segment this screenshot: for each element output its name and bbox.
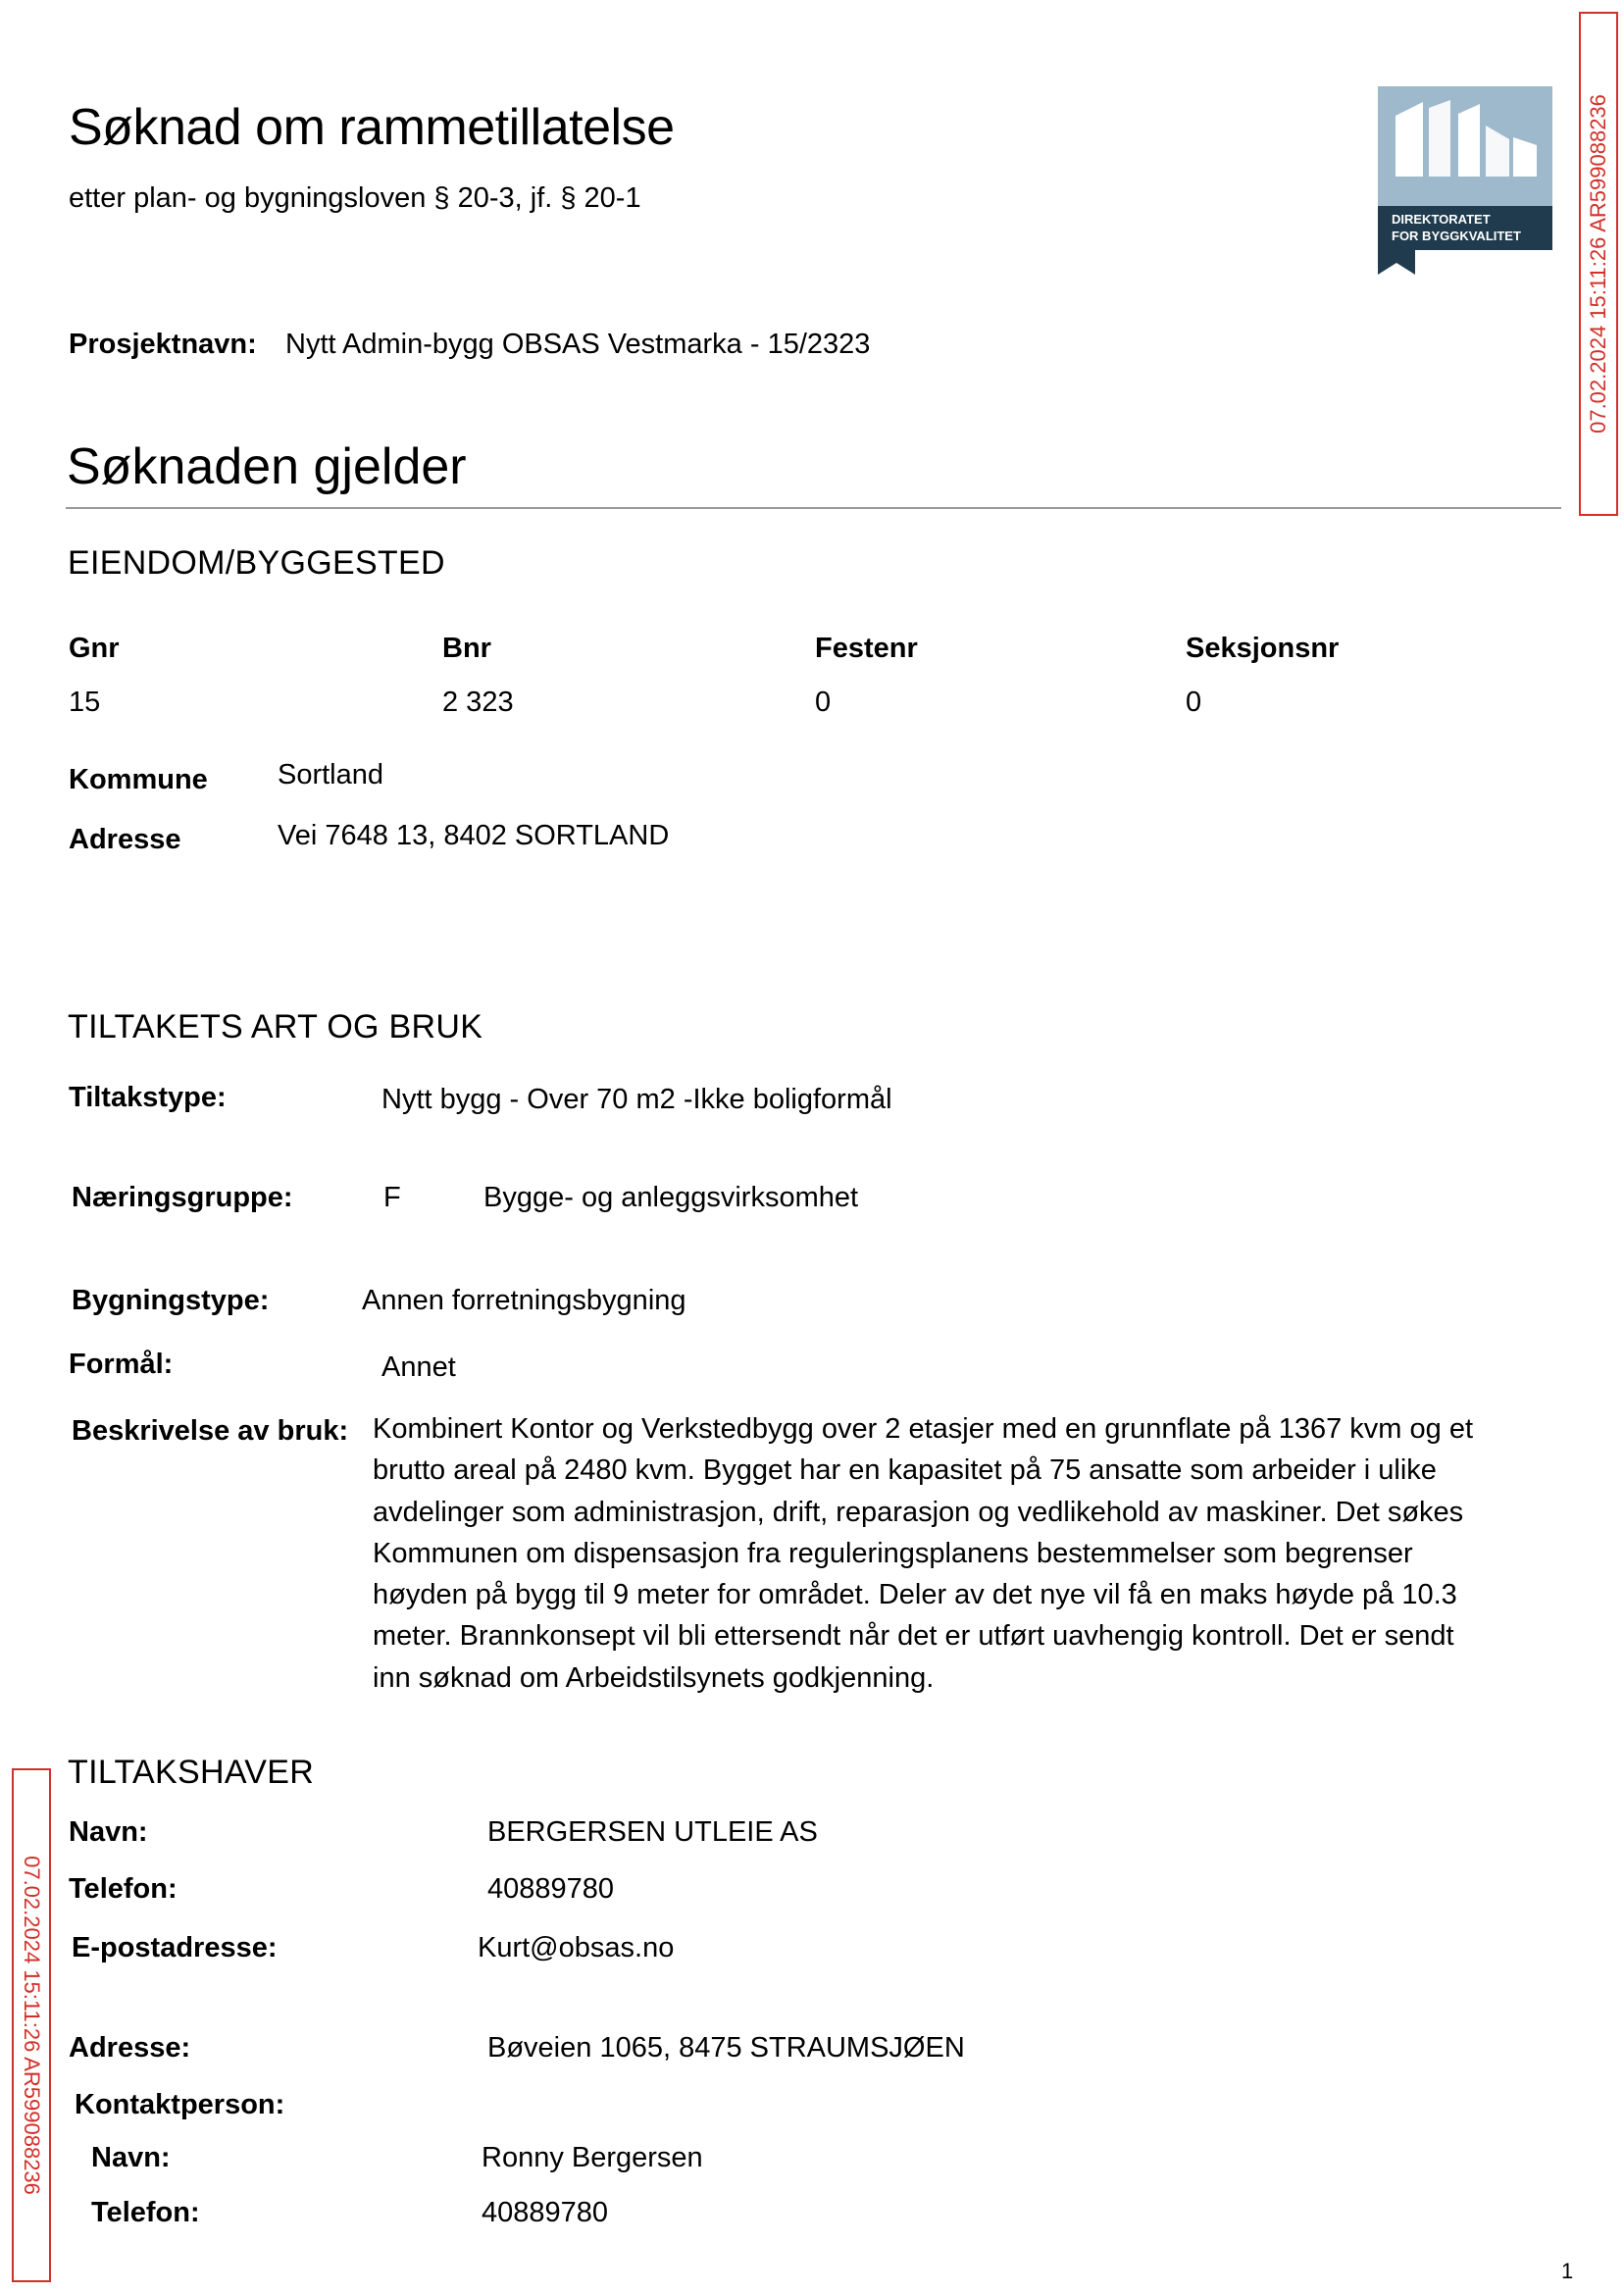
project-label: Prosjektnavn: [69, 329, 257, 360]
kontakt-navn-value: Ronny Bergersen [482, 2142, 703, 2173]
bygningstype-label: Bygningstype: [72, 1285, 270, 1316]
kontakt-telefon-label: Telefon: [91, 2197, 200, 2228]
project-value: Nytt Admin-bygg OBSAS Vestmarka - 15/2323 [285, 329, 871, 360]
kontaktperson-label: Kontaktperson: [75, 2089, 285, 2120]
logo-text-2: FOR BYGGKVALITET [1392, 229, 1521, 243]
adresse-value: Vei 7648 13, 8402 SORTLAND [278, 820, 670, 851]
column-bnr: Bnr [442, 633, 491, 664]
kommune-label: Kommune [69, 764, 208, 795]
tiltakstype-label: Tiltakstype: [69, 1082, 227, 1113]
timestamp-stamp-top [1579, 12, 1618, 516]
page-number: 1 [1561, 2259, 1574, 2283]
property-heading: EIENDOM/BYGGESTED [68, 544, 445, 582]
tiltakshaver-navn-label: Navn: [69, 1816, 148, 1848]
formal-label: Formål: [69, 1349, 174, 1380]
tiltakshaver-telefon-label: Telefon: [69, 1873, 178, 1905]
beskrivelse-label: Beskrivelse av bruk: [72, 1415, 349, 1447]
stamp-text: 07.02.2024 15:11:26 AR599088236 [1586, 94, 1610, 433]
tiltakstype-value: Nytt bygg - Over 70 m2 -Ikke boligformål [381, 1084, 892, 1115]
beskrivelse-line: Kombinert Kontor og Verkstedbygg over 2 etasjer med en grunnflate på 1367 kvm og et [373, 1413, 1474, 1445]
kontakt-navn-label: Navn: [91, 2142, 171, 2173]
timestamp-stamp-bottom [12, 1768, 51, 2282]
tiltakshaver-epost-label: E-postadresse: [72, 1932, 278, 1963]
beskrivelse-line: Kommunen om dispensasjon fra reguleringsplanens bestemmelser som begrenser [373, 1537, 1413, 1569]
logo-text-1: DIREKTORATET [1392, 212, 1491, 227]
document-subtitle: etter plan- og bygningsloven § 20-3, jf. § 20-1 [69, 182, 641, 214]
beskrivelse-line: meter. Brannkonsept vil bli ettersendt når det er utført uavhengig kontroll. Det er sendt [373, 1620, 1454, 1653]
beskrivelse-line: høyden på bygg til 9 meter for området. Deler av det nye vil få en maks høyde på 10.3 [373, 1579, 1457, 1611]
kontakt-telefon-value: 40889780 [482, 2197, 609, 2228]
document-title: Søknad om rammetillatelse [69, 99, 675, 156]
naeringsgruppe-code: F [383, 1182, 401, 1213]
naeringsgruppe-label: Næringsgruppe: [72, 1182, 293, 1213]
value-festenr: 0 [815, 687, 832, 718]
adresse-label: Adresse [69, 824, 181, 855]
dibk-logo-icon [1378, 86, 1552, 275]
column-seksjonsnr: Seksjonsnr [1186, 633, 1340, 664]
tiltakshaver-epost-value: Kurt@obsas.no [478, 1932, 675, 1963]
bygningstype-value: Annen forretningsbygning [362, 1285, 686, 1316]
tiltakshaver-navn-value: BERGERSEN UTLEIE AS [487, 1816, 818, 1848]
column-festenr: Festenr [815, 633, 918, 664]
tiltak-heading: TILTAKETS ART OG BRUK [68, 1008, 483, 1045]
beskrivelse-line: avdelinger som administrasjon, drift, reparasjon og vedlikehold av maskiner. Det søkes [373, 1496, 1464, 1528]
stamp-text: 07.02.2024 15:11:26 AR599088236 [20, 1856, 44, 2195]
column-gnr: Gnr [69, 633, 120, 664]
value-gnr: 15 [69, 687, 101, 718]
tiltakshaver-telefon-value: 40889780 [487, 1873, 615, 1905]
dibk-logo [1378, 86, 1552, 275]
beskrivelse-line: brutto areal på 2480 kvm. Bygget har en kapasitet på 75 ansatte som arbeider i ulike [373, 1454, 1437, 1487]
beskrivelse-line: inn søknad om Arbeidstilsynets godkjenning. [373, 1661, 935, 1694]
naeringsgruppe-value: Bygge- og anleggsvirksomhet [483, 1182, 859, 1213]
kommune-value: Sortland [278, 759, 384, 790]
value-seksjonsnr: 0 [1186, 687, 1202, 718]
value-bnr: 2 323 [442, 687, 514, 718]
tiltakshaver-heading: TILTAKSHAVER [68, 1754, 315, 1791]
section-title: Søknaden gjelder [67, 438, 467, 495]
formal-value: Annet [381, 1351, 456, 1383]
tiltakshaver-adresse-label: Adresse: [69, 2032, 191, 2064]
beskrivelse-text [373, 1408, 1549, 1699]
tiltakshaver-adresse-value: Bøveien 1065, 8475 STRAUMSJØEN [487, 2032, 965, 2064]
section-divider [66, 507, 1561, 509]
